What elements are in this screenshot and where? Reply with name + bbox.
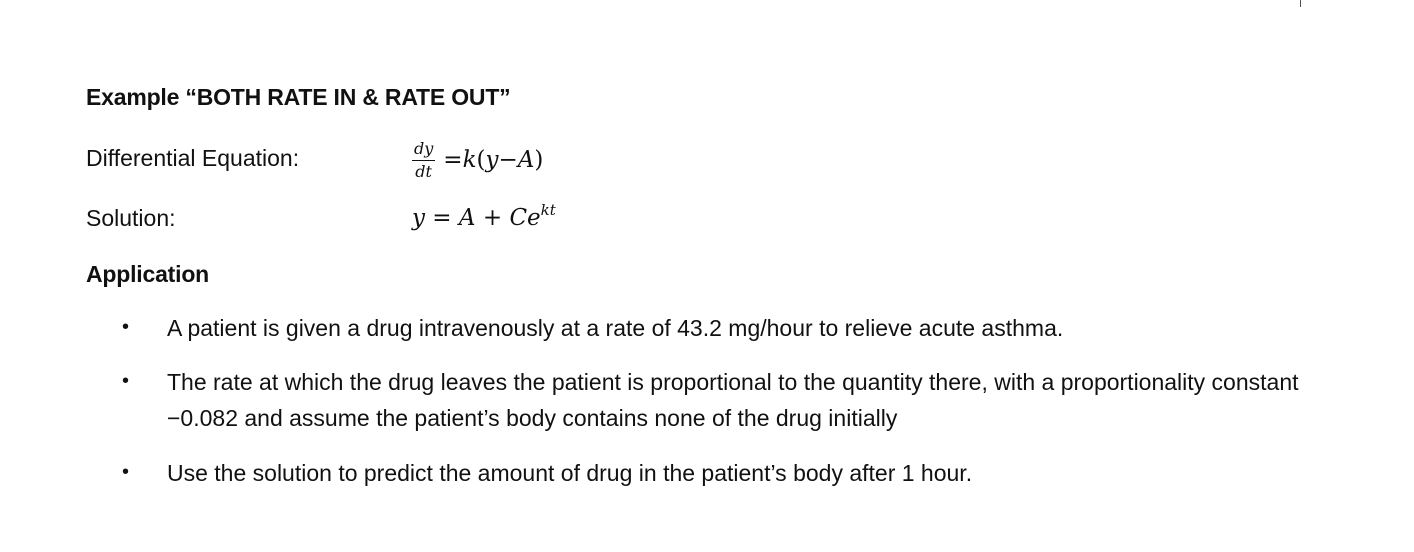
bullet-icon: • bbox=[122, 370, 130, 392]
equals-sign: = bbox=[443, 147, 463, 173]
application-heading: Application bbox=[86, 261, 210, 287]
solution-ce: Ce bbox=[509, 205, 541, 231]
solution-a: A bbox=[458, 205, 476, 231]
list-item-text: Use the solution to predict the amount of drug in the patient’s body after 1 hour. bbox=[167, 460, 973, 486]
list-item-text: A patient is given a drug intravenously at a rate of 43.2 mg/hour to relieve acute asthma. bbox=[167, 315, 1064, 341]
minus-sign: − bbox=[498, 147, 518, 173]
example-heading: Example “BOTH RATE IN & RATE OUT” bbox=[86, 84, 511, 110]
constant-k: k bbox=[462, 147, 477, 173]
variable-y: y bbox=[485, 147, 499, 173]
text-cursor-mark bbox=[1300, 0, 1301, 7]
bullet-icon: • bbox=[122, 461, 130, 483]
list-item-text: The rate at which the drug leaves the patient is proportional to the quantity there, with a proportionality constant −0.082 and assume the patient’s body contains none of the drug initially bbox=[167, 369, 1299, 431]
solution-y: y bbox=[412, 205, 425, 231]
differential-equation bbox=[412, 134, 543, 186]
close-paren: ) bbox=[534, 147, 544, 173]
solution-equation bbox=[412, 201, 556, 231]
fraction-numerator: dy bbox=[412, 140, 435, 161]
solution-exponent: kt bbox=[540, 201, 556, 219]
constant-a: A bbox=[517, 147, 535, 173]
bullet-icon: • bbox=[122, 316, 130, 338]
solution-label: Solution: bbox=[86, 205, 176, 231]
open-paren: ( bbox=[476, 147, 486, 173]
differential-equation-label: Differential Equation: bbox=[86, 145, 300, 171]
solution-plus: + bbox=[475, 205, 510, 231]
derivative-fraction bbox=[412, 140, 435, 180]
solution-equals: = bbox=[425, 205, 459, 231]
fraction-denominator: dt bbox=[415, 161, 432, 181]
